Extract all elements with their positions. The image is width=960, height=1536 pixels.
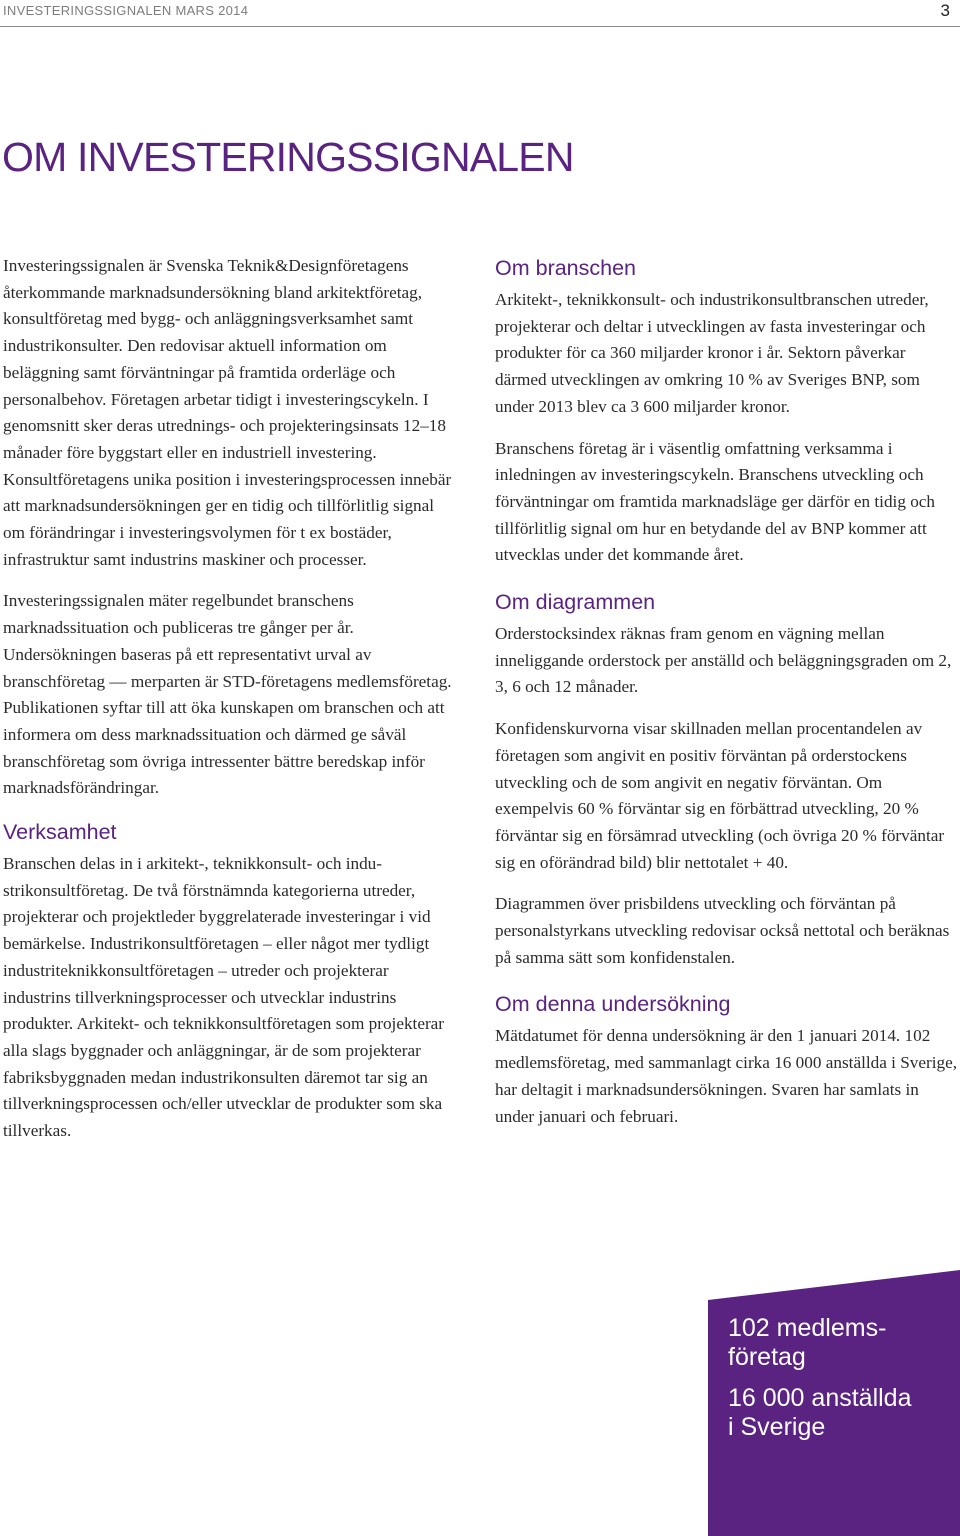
promo-text: [728, 1314, 956, 1442]
heading-verksamhet: Verksamhet: [3, 820, 117, 845]
heading-om-denna-undersokning: Om denna undersökning: [495, 992, 731, 1017]
om-denna-undersokning-paragraph: Mätdatumet för denna undersökning är den 1 januari 2014. 102 medlemsföretag, med sammanlagt cirka 16 000 anställda i Sverige, har deltagit i marknadsundersökningen. Svaren har samlats in under januari och februari.: [495, 1026, 958, 1126]
left-column: [3, 253, 460, 1163]
page-number: 3: [940, 1, 950, 20]
section-om-branschen: [495, 253, 957, 569]
intro-paragraph-2: Investeringssignalen mäter regelbundet branschens marknadssituation och publiceras tre gånger per år. Undersökningen baseras på ett representativt urval av branschföretag — merparten är STD-företagens medlemsföretag. Publikationen syftar till att öka kunskapen om branschen och att informera om dess marknadssituation och därmed ge såväl branschföretag som övriga intressenter bättre beredskap inför marknadsförändringar.: [3, 591, 452, 798]
section-om-denna-undersokning: [495, 989, 957, 1130]
running-header: [0, 0, 960, 27]
page-title: OM INVESTERINGSSIGNALEN: [2, 134, 574, 180]
section-verksamhet: [3, 817, 460, 1145]
promo-line-employees-1: 16 000 anställda: [728, 1384, 912, 1412]
om-diagrammen-paragraph-2: Konfidenskurvorna visar skillnaden mellan procentandelen av företagen som angivit en positiv förväntan på orderstockens utveckling och de som angivit en negativ förväntan. Om exempelvis 60 % förväntar sig en förbättrad utveckling, 20 % förväntar sig en försämrad utveckling (och övriga 20 % förväntar sig en oförändrad bild) blir nettotalet + 40.: [495, 719, 945, 872]
verksamhet-paragraph: Branschen delas in i arkitekt-, teknikkonsult- och industrikonsultföretag. De två förstnämnda kategorierna utreder, projekterar och projektleder byggrelaterade investeringar i vid bemärkelse. Industrikonsultföretagen – eller något mer tydligt industriteknikkonsultföretagen – utreder och projekterar industrins tillverkningsprocesser och utvecklar industrins produkter. Arkitekt- och teknikkonsultföretagen som projekterar alla slags byggnader och anläggningar, är de som projekterar fabriksbyggnaden medan industrikonsulten däremot tar sig an tillverkningsprocessen och/eller utvecklar de produkter som ska tillverkas.: [3, 854, 445, 1141]
running-title: INVESTERINGSSIGNALEN MARS 2014: [3, 3, 249, 18]
promo-line-members-1: 102 medlems-: [728, 1314, 887, 1342]
om-branschen-paragraph-1: Arkitekt-, teknikkonsult- och industrikonsultbranschen utreder, projekterar och deltar i utvecklingen av fasta investeringar och produkter för ca 360 miljarder kronor i år. Sektorn påverkar därmed utvecklingen av omkring 10 % av Sveriges BNP, som under 2013 blev ca 3 600 miljarder kronor.: [495, 290, 929, 416]
heading-om-diagrammen: Om diagrammen: [495, 590, 656, 615]
om-diagrammen-paragraph-3: Diagrammen över prisbildens utveckling och förväntan på personalstyrkans utveckling redovisar också nettotal och beräknas på samma sätt som konfidenstalen.: [495, 894, 950, 967]
om-diagrammen-paragraph-1: Orderstocksindex räknas fram genom en vägning mellan inneliggande orderstock per anställd och beläggningsgraden om 2, 3, 6 och 12 månader.: [495, 624, 952, 697]
section-om-diagrammen: [495, 587, 957, 971]
om-branschen-paragraph-2: Branschens företag är i väsentlig omfattning verksamma i inledningen av investeringscykeln. Branschens utveckling och förväntningar om framtida marknadsläge ger därför en tidig och tillförlitlig signal om hur en betydande del av BNP kommer att utvecklas under det kommande året.: [495, 438, 936, 565]
promo-line-members-2: företag: [728, 1343, 806, 1371]
promo-box: [708, 1270, 960, 1536]
heading-om-branschen: Om branschen: [495, 256, 637, 280]
intro-paragraph-1: Investeringssignalen är Svenska Teknik&Designföretagens återkommande marknadsundersökning bland arkitektföretag, konsultföretag med bygg- och anläggningsverksamhet samt industrikonsulter. Den redovisar aktuell information om beläggning samt förväntningar på framtida orderläge och personalbehov. Företagen arbetar tidigt i investeringscykeln. I genomsnitt sker deras utrednings- och projekteringsinsats 12–18 månader före byggstart eller en industriell investering. Konsultföretagens unika position i investeringsprocessen innebär att marknadsundersökningen ger en tidig och tillförlitlig signal om förändringar i investeringsvolymen för t ex bostäder, infrastruktur samt industrins maskiner och processer.: [3, 256, 452, 569]
right-column: [495, 253, 957, 1148]
promo-line-employees-2: i Sverige: [728, 1413, 826, 1441]
